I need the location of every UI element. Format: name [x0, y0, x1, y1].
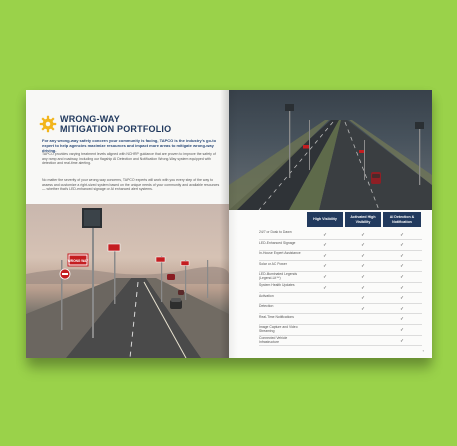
table-row: [259, 336, 422, 346]
title-line-2: MITIGATION PORTFOLIO: [60, 124, 172, 134]
row-label: Image Capture and Video Streaming: [259, 325, 298, 334]
table-row: [259, 230, 422, 240]
check-icon: ✓: [400, 231, 404, 237]
check-icon: ✓: [323, 273, 327, 279]
check-icon: ✓: [400, 273, 404, 279]
check-icon: ✓: [361, 242, 365, 248]
check-icon: ✓: [361, 284, 365, 290]
wrong-way-sign-large: [68, 254, 89, 266]
row-label: Detection: [259, 304, 274, 309]
row-label: Real-Time Notifications: [259, 314, 294, 319]
table-row: [259, 304, 422, 314]
page-number: 7: [422, 349, 424, 353]
body-paragraph-1: TAPCO provides varying treatment levels aligned with NCHRP guidance that are proven to improve the safety of any ramp and roadway, including our flagship AI Detection and Notification Wrong-Way system equipped with detection and real-time alerting.: [42, 152, 216, 166]
check-icon: ✓: [361, 263, 365, 269]
table-row: [259, 325, 422, 335]
check-icon: ✓: [400, 263, 404, 269]
column-header-ai-detection: AI Detection & Notification: [383, 212, 421, 227]
check-icon: ✓: [323, 263, 327, 269]
page-title: [60, 114, 220, 134]
brochure-spread: [26, 90, 432, 358]
road-photo-left: [26, 204, 229, 358]
row-label: Activation: [259, 293, 274, 298]
check-icon: ✓: [400, 337, 404, 343]
check-icon: ✓: [400, 305, 404, 311]
check-icon: ✓: [400, 242, 404, 248]
row-label: LED-Enhanced Signage: [259, 240, 296, 245]
check-icon: ✓: [400, 284, 404, 290]
check-icon: ✓: [361, 305, 365, 311]
intro-text: For any wrong-way safety concern your community is facing, TAPCO is the industry's go-to expert to help agencies maximize resources and impact more areas to mitigate wrong-way driving.: [42, 138, 217, 153]
check-icon: ✓: [323, 231, 327, 237]
check-icon: ✓: [361, 273, 365, 279]
features-table: [229, 210, 432, 358]
row-label: Solar or AC Power: [259, 261, 287, 266]
table-row: [259, 241, 422, 251]
row-label: LED-Illuminated Legends (Legend-Lit™): [259, 272, 298, 281]
right-page: [229, 90, 432, 358]
check-icon: ✓: [400, 326, 404, 332]
left-page: [26, 90, 229, 358]
row-label: 24/7 or Dusk to Dawn: [259, 230, 292, 234]
check-icon: ✓: [361, 295, 365, 301]
check-icon: ✓: [323, 252, 327, 258]
check-icon: ✓: [323, 284, 327, 290]
column-header-high-visibility: High Visibility: [307, 212, 343, 227]
check-icon: ✓: [361, 252, 365, 258]
check-icon: ✓: [323, 242, 327, 248]
check-icon: ✓: [400, 295, 404, 301]
title-line-1: WRONG-WAY: [60, 114, 120, 124]
table-row: [259, 294, 422, 304]
table-row: [259, 251, 422, 261]
gear-icon: [39, 115, 57, 133]
table-row: [259, 272, 422, 282]
check-icon: ✓: [400, 252, 404, 258]
check-icon: ✓: [361, 231, 365, 237]
body-paragraph-2: No matter the severity of your wrong-way concerns, TAPCO experts will work with you every step of the way to assess and customize a right-sized system based on the unique needs of your community and available resources — whether that's LED-enhanced signage or AI enhanced alert systems.: [42, 178, 220, 192]
wrong-way-sign-text: WRONG WAY: [67, 259, 89, 263]
row-label: In-House Expert Assistance: [259, 251, 301, 256]
check-icon: ✓: [400, 316, 404, 322]
column-header-activated-high-visibility: Activated High Visibility: [345, 212, 381, 227]
row-label: Connected Vehicle Infrastructure: [259, 336, 288, 344]
table-row: [259, 262, 422, 272]
table-row: [259, 315, 422, 325]
row-label: System Health Updates: [259, 283, 295, 287]
table-row: [259, 283, 422, 293]
road-photo-right: [229, 90, 432, 210]
